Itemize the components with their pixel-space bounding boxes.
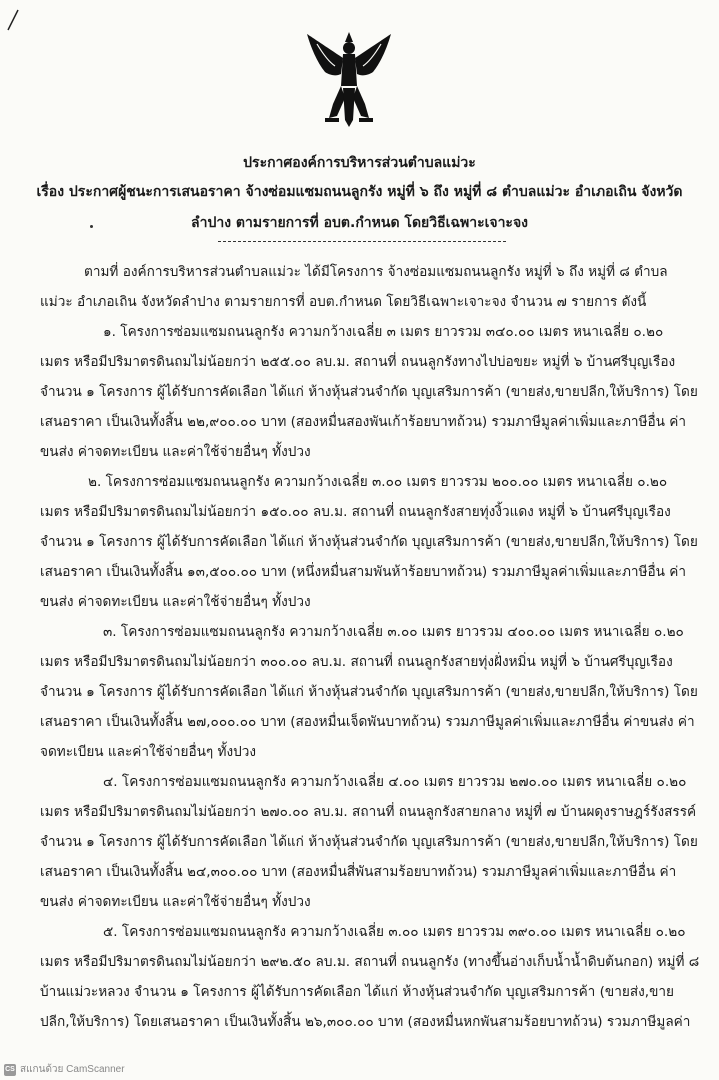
announcement-subject-line-1: เรื่อง ประกาศผู้ชนะการเสนอราคา จ้างซ่อมแซมถนนลูกรัง หมู่ที่ ๖ ถึง หมู่ที่ ๘ ตำบลแม่วะ อำเภอเถิน จังหวัด — [36, 184, 683, 200]
body-line: จดทะเบียน และค่าใช้จ่ายอื่นๆ ทั้งปวง — [40, 744, 257, 760]
body-line: แม่วะ อำเภอเถิน จังหวัดลำปาง ตามรายการที่ อบต.กำหนด โดยวิธีเฉพาะเจาะจง จำนวน ๗ รายการ ดังนี้ — [40, 294, 647, 310]
body-line: เมตร หรือมีปริมาตรดินถมไม่น้อยกว่า ๒๗๐.๐๐ ลบ.ม. สถานที่ ถนนลูกรังสายกลาง หมู่ที่ ๗ บ้านผดุงราษฎร์รังสรรค์ — [40, 804, 697, 820]
scanner-watermark — [4, 1062, 125, 1077]
body-line: จำนวน ๑ โครงการ ผู้ได้รับการคัดเลือก ได้แก่ ห้างหุ้นส่วนจำกัด บุญเสริมการค้า (ขายส่ง,ขายปลีก,ให้บริการ) โดย — [40, 384, 698, 400]
body-line: ๔. โครงการซ่อมแซมถนนลูกรัง ความกว้างเฉลี่ย ๔.๐๐ เมตร ยาวรวม ๒๗๐.๐๐ เมตร หนาเฉลี่ย ๐.๒๐ — [103, 774, 687, 790]
body-line: เสนอราคา เป็นเงินทั้งสิ้น ๑๓,๕๐๐.๐๐ บาท (หนึ่งหมื่นสามพันห้าร้อยบาทถ้วน) รวมภาษีมูลค่าเพิ่มและภาษีอื่น ค่า — [40, 564, 687, 580]
body-line: จำนวน ๑ โครงการ ผู้ได้รับการคัดเลือก ได้แก่ ห้างหุ้นส่วนจำกัด บุญเสริมการค้า (ขายส่ง,ขายปลีก,ให้บริการ) โดย — [40, 684, 698, 700]
body-line: เมตร หรือมีปริมาตรดินถมไม่น้อยกว่า ๒๕๕.๐๐ ลบ.ม. สถานที่ ถนนลูกรังทางไปบ่อขยะ หมู่ที่ ๖ บ้านศรีบุญเรือง — [40, 354, 676, 370]
camscanner-icon: CS — [4, 1064, 16, 1076]
body-line: ปลีก,ให้บริการ) โดยเสนอราคา เป็นเงินทั้งสิ้น ๒๖,๓๐๐.๐๐ บาท (สองหมื่นหกพันสามร้อยบาทถ้วน) รวมภาษีมูลค่า — [40, 1014, 691, 1030]
body-line: ขนส่ง ค่าจดทะเบียน และค่าใช้จ่ายอื่นๆ ทั้งปวง — [40, 894, 311, 910]
body-line: ตามที่ องค์การบริหารส่วนตำบลแม่วะ ได้มีโครงการ จ้างซ่อมแซมถนนลูกรัง หมู่ที่ ๖ ถึง หมู่ที่ ๘ ตำบล — [84, 264, 668, 280]
body-line: เสนอราคา เป็นเงินทั้งสิ้น ๒๔,๓๐๐.๐๐ บาท (สองหมื่นสี่พันสามร้อยบาทถ้วน) รวมภาษีมูลค่าเพิ่มและภาษีอื่น ค่า — [40, 864, 677, 880]
body-line: เสนอราคา เป็นเงินทั้งสิ้น ๒๒,๙๐๐.๐๐ บาท (สองหมื่นสองพันเก้าร้อยบาทถ้วน) รวมภาษีมูลค่าเพิ่มและภาษีอื่น ค่า — [40, 414, 687, 430]
body-line: บ้านแม่วะหลวง จำนวน ๑ โครงการ ผู้ได้รับการคัดเลือก ได้แก่ ห้างหุ้นส่วนจำกัด บุญเสริมการค้า (ขายส่ง,ขาย — [40, 984, 674, 1000]
pen-stroke-mark — [6, 8, 20, 32]
body-line: จำนวน ๑ โครงการ ผู้ได้รับการคัดเลือก ได้แก่ ห้างหุ้นส่วนจำกัด บุญเสริมการค้า (ขายส่ง,ขายปลีก,ให้บริการ) โดย — [40, 534, 698, 550]
body-line: ขนส่ง ค่าจดทะเบียน และค่าใช้จ่ายอื่นๆ ทั้งปวง — [40, 594, 311, 610]
announcement-title: ประกาศองค์การบริหารส่วนตำบลแม่วะ — [243, 155, 476, 171]
body-line: เมตร หรือมีปริมาตรดินถมไม่น้อยกว่า ๑๕๐.๐๐ ลบ.ม. สถานที่ ถนนลูกรังสายทุ่งงิ้วแดง หมู่ที่ ๖ บ้านศรีบุญเรือง — [40, 504, 671, 520]
body-line: เมตร หรือมีปริมาตรดินถมไม่น้อยกว่า ๓๐๐.๐๐ ลบ.ม. สถานที่ ถนนลูกรังสายทุ่งฝั่งหมิ่น หมู่ที่ ๖ บ้านศรีบุญเรือง — [40, 654, 673, 670]
garuda-emblem-icon — [303, 28, 395, 128]
body-line: ๑. โครงการซ่อมแซมถนนลูกรัง ความกว้างเฉลี่ย ๓ เมตร ยาวรวม ๓๔๐.๐๐ เมตร หนาเฉลี่ย ๐.๒๐ — [103, 324, 664, 340]
announcement-subject-line-2: ลำปาง ตามรายการที่ อบต.กำหนด โดยวิธีเฉพาะเจาะจง — [191, 215, 528, 231]
body-line: ๓. โครงการซ่อมแซมถนนลูกรัง ความกว้างเฉลี่ย ๓.๐๐ เมตร ยาวรวม ๔๐๐.๐๐ เมตร หนาเฉลี่ย ๐.๒๐ — [103, 624, 684, 640]
body-line: ขนส่ง ค่าจดทะเบียน และค่าใช้จ่ายอื่นๆ ทั้งปวง — [40, 444, 311, 460]
body-line: เสนอราคา เป็นเงินทั้งสิ้น ๒๗,๐๐๐.๐๐ บาท (สองหมื่นเจ็ดพันบาทถ้วน) รวมภาษีมูลค่าเพิ่มและภาษีอื่น ค่าขนส่ง ค่า — [40, 714, 695, 730]
dashed-divider — [218, 241, 506, 242]
body-line: ๕. โครงการซ่อมแซมถนนลูกรัง ความกว้างเฉลี่ย ๓.๐๐ เมตร ยาวรวม ๓๙๐.๐๐ เมตร หนาเฉลี่ย ๐.๒๐ — [103, 924, 686, 940]
body-line: จำนวน ๑ โครงการ ผู้ได้รับการคัดเลือก ได้แก่ ห้างหุ้นส่วนจำกัด บุญเสริมการค้า (ขายส่ง,ขายปลีก,ให้บริการ) โดย — [40, 834, 698, 850]
scanner-watermark-text: สแกนด้วย CamScanner — [20, 1064, 125, 1075]
body-line: เมตร หรือมีปริมาตรดินถมไม่น้อยกว่า ๒๙๒.๕๐ ลบ.ม. สถานที่ ถนนลูกรัง (ทางขึ้นอ่างเก็บน้ำน้ำดิบต้นกอก) หมู่ที่ ๘ — [40, 954, 700, 970]
scan-speck — [90, 225, 93, 228]
body-line: ๒. โครงการซ่อมแซมถนนลูกรัง ความกว้างเฉลี่ย ๓.๐๐ เมตร ยาวรวม ๒๐๐.๐๐ เมตร หนาเฉลี่ย ๐.๒๐ — [88, 474, 668, 490]
